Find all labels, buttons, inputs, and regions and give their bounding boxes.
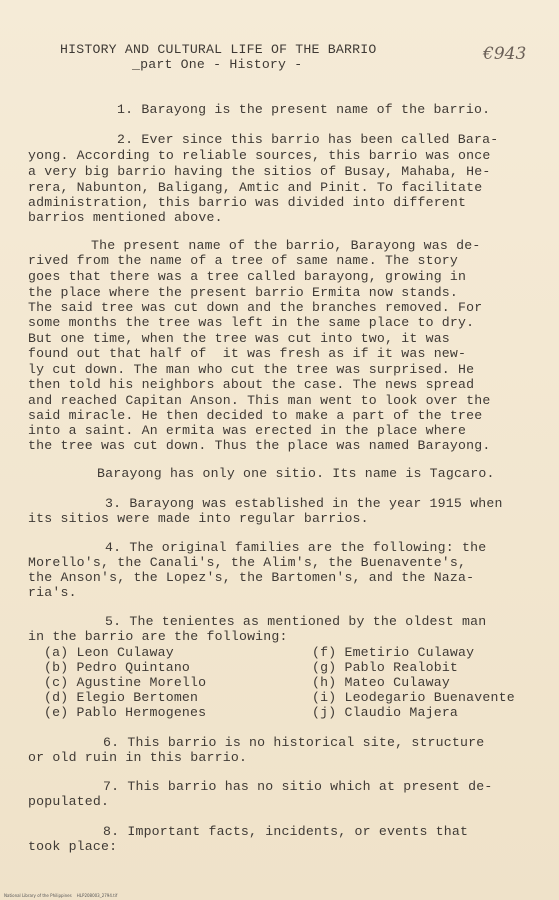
paragraph-line: populated. [28, 794, 110, 809]
document-title: HISTORY AND CULTURAL LIFE OF THE BARRIO [60, 42, 377, 57]
paragraph-line: barrios mentioned above. [28, 210, 223, 225]
teniente-list-item: (j) Claudio Majera [312, 705, 459, 720]
paragraph-line: the tree was cut down. Thus the place was named Barayong. [28, 438, 491, 453]
paragraph-line: 8. Important facts, incidents, or events that [103, 824, 469, 839]
teniente-list-item: (f) Emetirio Culaway [312, 645, 475, 660]
teniente-list-item: (b) Pedro Quintano [44, 660, 191, 675]
paragraph-line: But one time, when the tree was cut into two, it was [28, 331, 450, 346]
paragraph-line: rived from the name of a tree of same name. The story [28, 253, 459, 268]
paragraph-line: The said tree was cut down and the branches removed. For [28, 300, 483, 315]
paragraph-line: 2. Ever since this barrio has been called Bara- [117, 132, 499, 147]
paragraph-line: a very big barrio having the sitios of Busay, Mahaba, He- [28, 164, 491, 179]
paragraph-line: then told his neighbors about the case. The news spread [28, 377, 475, 392]
teniente-list-item: (c) Agustine Morello [44, 675, 207, 690]
paragraph-line: ria's. [28, 585, 77, 600]
teniente-list-item: (e) Pablo Hermogenes [44, 705, 207, 720]
paragraph-line: or old ruin in this barrio. [28, 750, 248, 765]
scan-footer: National Library of the Philippines HLP208003_2794.tif [4, 893, 118, 898]
paragraph-line: administration, this barrio was divided into different [28, 195, 467, 210]
teniente-list-item: (d) Elegio Bertomen [44, 690, 199, 705]
paragraph-line: 5. The tenientes as mentioned by the oldest man [105, 614, 487, 629]
teniente-list-item: (g) Pablo Realobit [312, 660, 459, 675]
paragraph-line: said miracle. He then decided to make a part of the tree [28, 408, 483, 423]
paragraph-line: 7. This barrio has no sitio which at present de- [103, 779, 493, 794]
paragraph-line: the Anson's, the Lopez's, the Bartomen's, and the Naza- [28, 570, 475, 585]
paragraph-line: in the barrio are the following: [28, 629, 288, 644]
paragraph-line: yong. According to reliable sources, this barrio was once [28, 148, 491, 163]
teniente-list-item: (h) Mateo Culaway [312, 675, 450, 690]
paragraph-line: found out that half of it was fresh as if it was new- [28, 346, 467, 361]
paragraph-line: the place where the present barrio Ermita now stands. [28, 285, 459, 300]
paragraph-line: Morello's, the Canali's, the Alim's, the Buenavente's, [28, 555, 467, 570]
paragraph-line: 1. Barayong is the present name of the barrio. [117, 102, 491, 117]
paragraph-line: ly cut down. The man who cut the tree was surprised. He [28, 362, 475, 377]
paragraph-line: Barayong has only one sitio. Its name is Tagcaro. [97, 466, 495, 481]
paragraph-line: 4. The original families are the following: the [105, 540, 487, 555]
paragraph-line: 6. This barrio is no historical site, structure [103, 735, 485, 750]
paragraph-line: 3. Barayong was established in the year 1915 when [105, 496, 503, 511]
paragraph-line: its sitios were made into regular barrios. [28, 511, 369, 526]
paragraph-line: some months the tree was left in the same place to dry. [28, 315, 475, 330]
paragraph-line: and reached Capitan Anson. This man went to look over the [28, 393, 491, 408]
section-subtitle: _part One - History - [132, 57, 303, 72]
teniente-list-item: (a) Leon Culaway [44, 645, 174, 660]
paragraph-line: The present name of the barrio, Barayong was de- [91, 238, 481, 253]
teniente-list-item: (i) Leodegario Buenavente [312, 690, 515, 705]
paragraph-line: took place: [28, 839, 118, 854]
paragraph-line: goes that there was a tree called barayong, growing in [28, 269, 467, 284]
handwritten-page-number: €943 [483, 44, 527, 64]
paragraph-line: into a saint. An ermita was erected in the place where [28, 423, 467, 438]
paragraph-line: rera, Nabunton, Baligang, Amtic and Pinit. To facilitate [28, 180, 483, 195]
